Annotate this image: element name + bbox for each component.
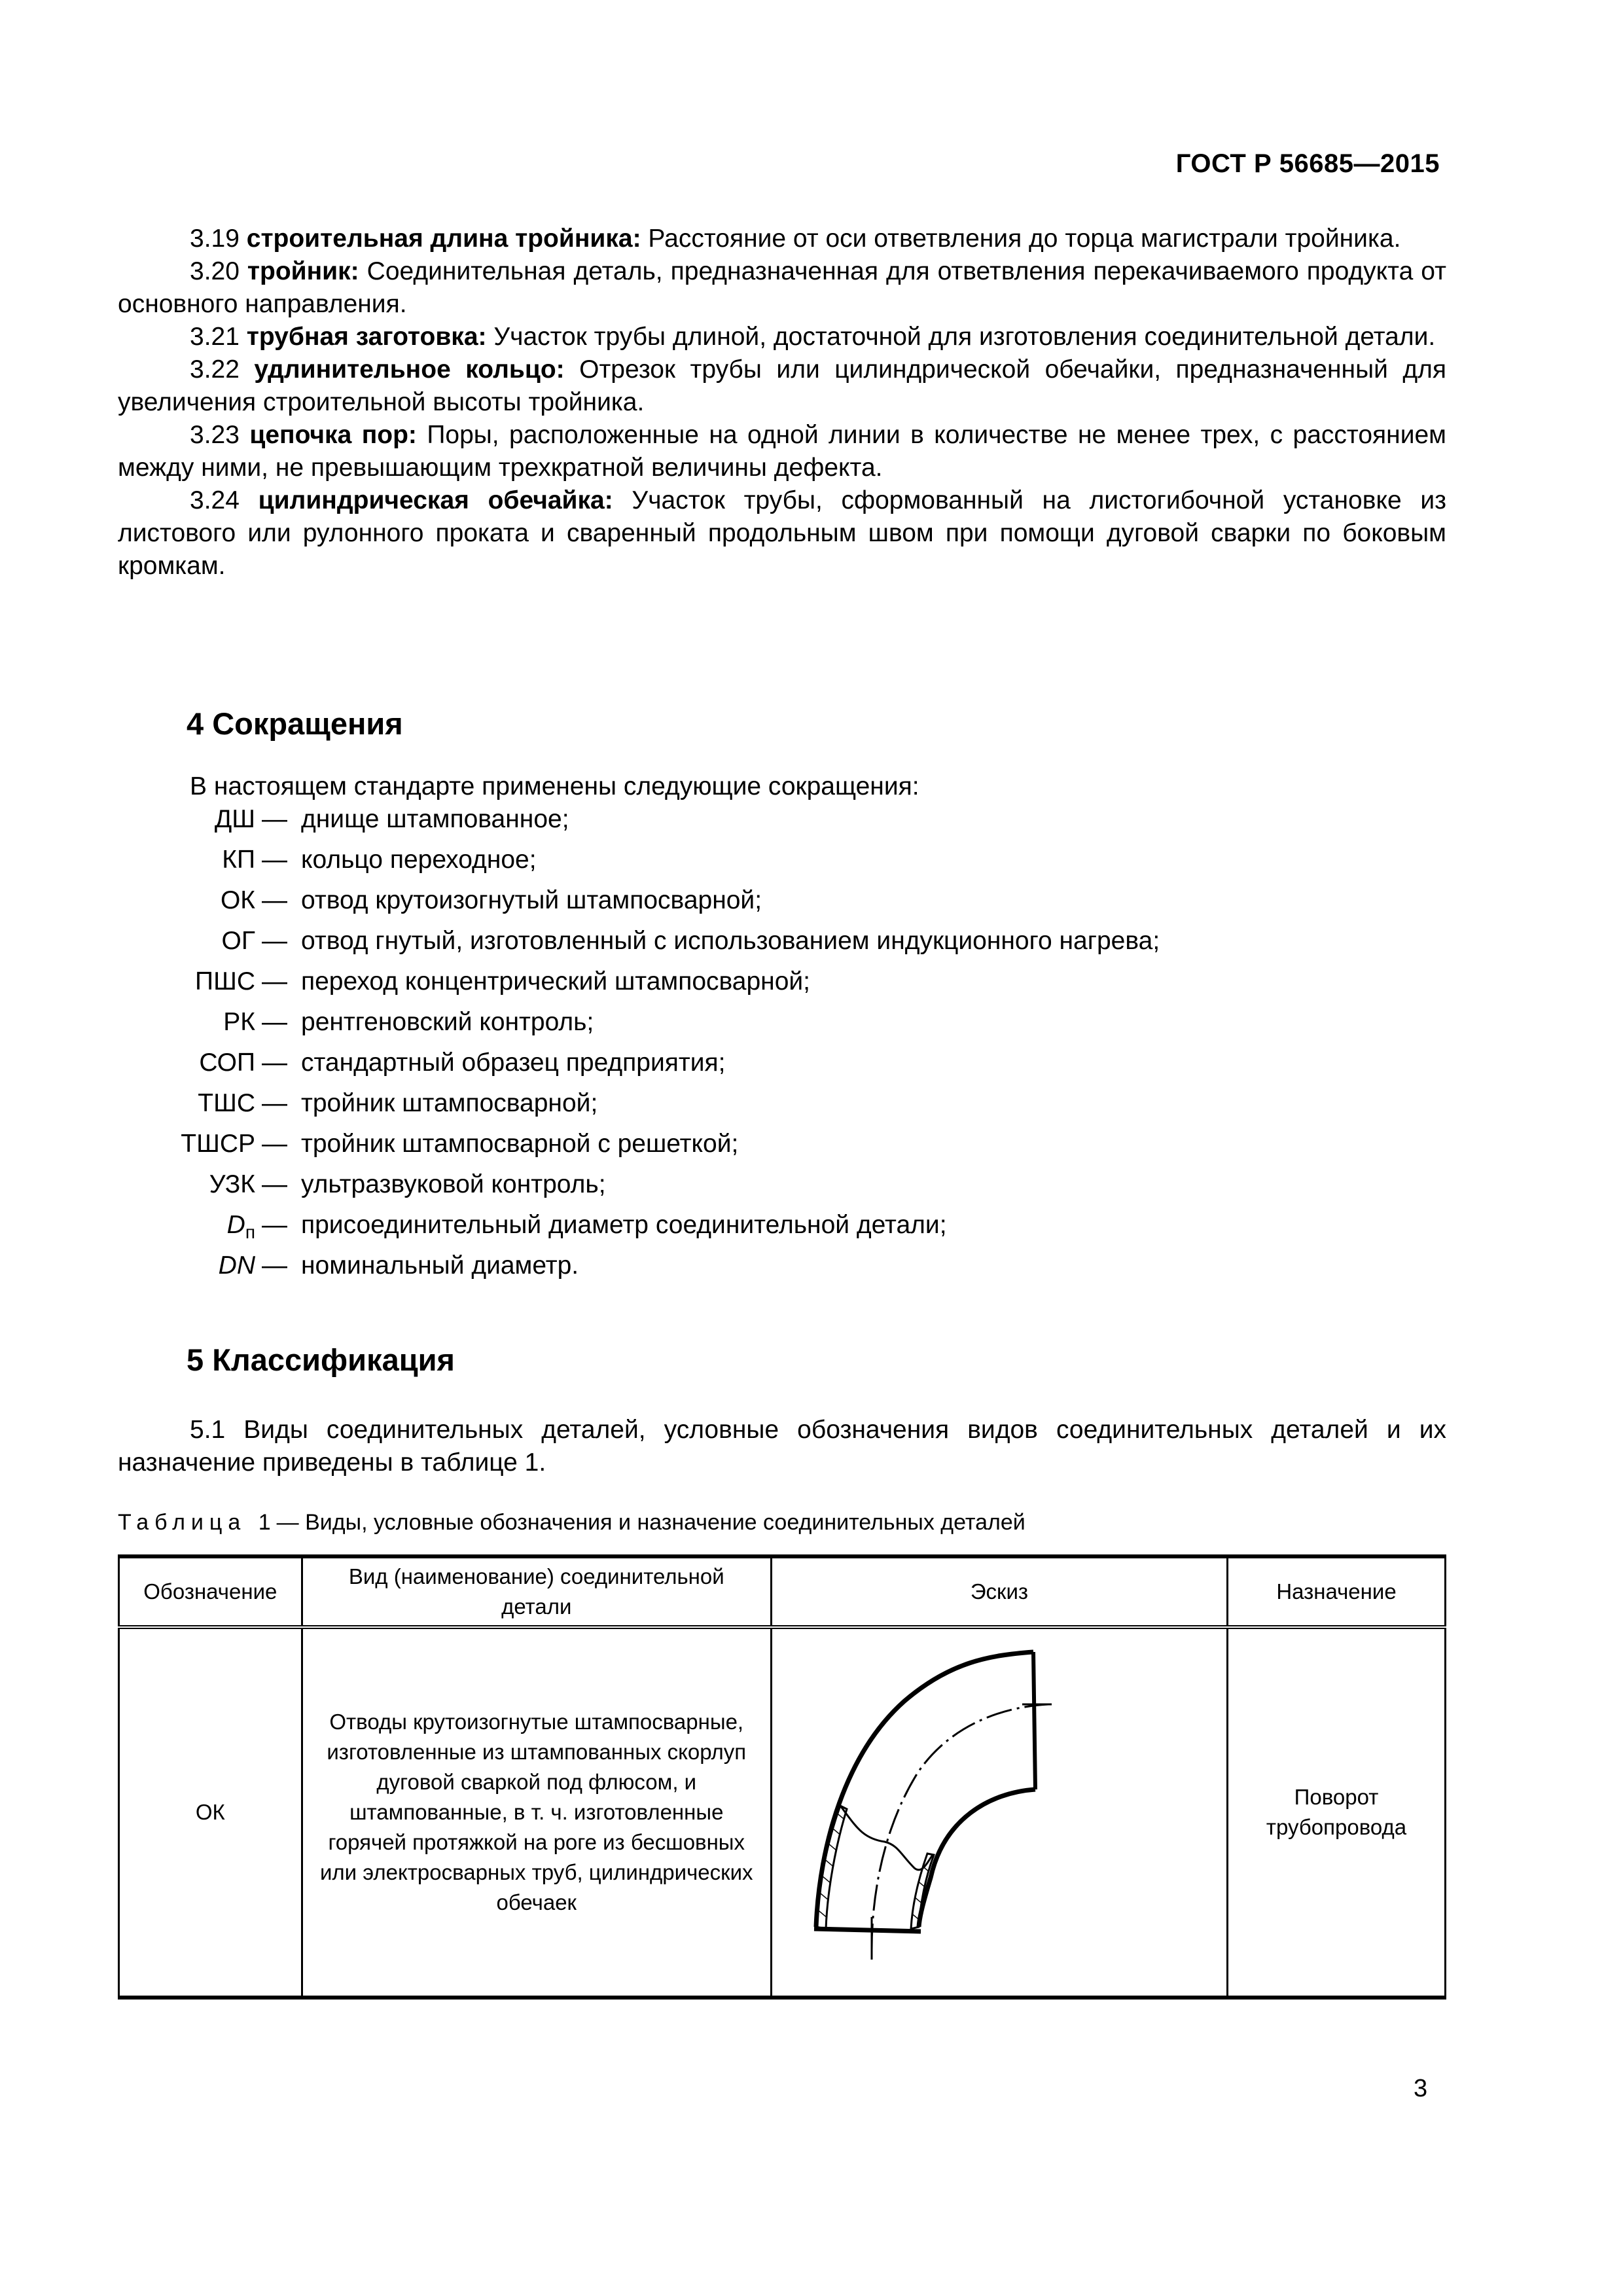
definition-3-24	[118, 484, 1446, 583]
definition-3-19	[118, 223, 1446, 255]
dash: —	[262, 1089, 287, 1117]
page-number: 3	[1414, 2075, 1428, 2102]
definition-number: 3.22	[190, 355, 240, 384]
definition-number: 3.21	[190, 323, 240, 351]
definitions-block	[118, 223, 1446, 583]
header-sketch: Эскиз	[771, 1556, 1227, 1627]
abbreviation-item	[118, 1089, 1160, 1130]
dash: —	[262, 1008, 287, 1036]
definition-3-23	[118, 419, 1446, 484]
abbreviation-text: ультразвуковой контроль;	[301, 1170, 606, 1198]
abbreviation-text: тройник штампосварной с решеткой;	[301, 1130, 739, 1158]
abbreviation-item	[118, 1251, 1160, 1292]
dash: —	[262, 805, 287, 833]
abbreviation-text: отвод крутоизогнутый штампосварной;	[301, 886, 762, 914]
table-caption	[118, 1510, 1026, 1535]
section-4-intro: В настоящем стандарте применены следующие сокращения:	[190, 772, 919, 800]
elbow-sketch-icon	[774, 1629, 1225, 1996]
section-5-paragraph: 5.1 Виды соединительных деталей, условные обозначения видов соединительных деталей и их назначение приведены в таблице 1.	[118, 1416, 1446, 1477]
document-code: ГОСТ Р 56685—2015	[1175, 149, 1440, 178]
definition-term: строительная длина тройника:	[246, 224, 641, 253]
abbreviation-item	[118, 1211, 1160, 1251]
definition-text: Расстояние от оси ответвления до торца магистрали тройника.	[648, 224, 1401, 253]
abbreviation-item	[118, 1008, 1160, 1049]
header-purpose: Назначение	[1228, 1556, 1446, 1627]
abbreviation-text: номинальный диаметр.	[301, 1251, 579, 1280]
abbreviation-key: ДШ	[214, 805, 255, 833]
definition-number: 3.23	[190, 421, 240, 449]
cell-purpose: Поворот трубопровода	[1228, 1627, 1446, 1998]
abbreviation-key: ОГ	[221, 927, 255, 955]
abbreviation-item	[118, 967, 1160, 1008]
definition-text: Поры, расположенные на одной линии в количестве не менее трех, с расстоянием между ними, не превышающим трехкратной величины дефекта.	[118, 421, 1446, 482]
definition-term: тройник:	[247, 257, 359, 285]
dash: —	[262, 846, 287, 874]
abbreviation-text: переход концентрический штампосварной;	[301, 967, 811, 996]
abbreviation-key: КП	[222, 846, 255, 874]
abbreviation-item	[118, 1170, 1160, 1211]
abbreviation-text: днище штампованное;	[301, 805, 569, 833]
dash: —	[262, 1251, 287, 1280]
section-5-title: 5 Классификация	[187, 1342, 455, 1377]
abbreviation-item	[118, 927, 1160, 967]
dash: —	[262, 1130, 287, 1158]
definition-3-21	[118, 321, 1446, 353]
definition-3-20	[118, 255, 1446, 321]
abbreviation-text: кольцо переходное;	[301, 846, 537, 874]
definition-term: цилиндрическая обечайка:	[258, 486, 613, 514]
cell-designation: ОК	[119, 1627, 302, 1998]
dash: —	[262, 1170, 287, 1198]
abbreviation-item	[118, 1049, 1160, 1089]
definition-text: Участок трубы длиной, достаточной для изготовления соединительной детали.	[493, 323, 1436, 351]
symbol-dn: DN	[218, 1251, 255, 1280]
dash: —	[262, 886, 287, 914]
abbreviation-item	[118, 886, 1160, 927]
cell-kind: Отводы крутоизогнутые штампосварные, изготовленные из штампованных скорлуп дуговой сваркой под флюсом, и штампованные, в т. ч. изготовленные горячей протяжкой на роге из бесшовных или электросварных труб, цилиндрических обечаек	[302, 1627, 771, 1998]
abbreviation-key: ОК	[220, 886, 255, 914]
abbreviation-key: ПШС	[195, 967, 255, 996]
definition-number: 3.20	[190, 257, 240, 285]
abbreviation-key	[118, 1211, 262, 1243]
definition-text: Участок трубы, сформованный на листогибочной установке из листового или рулонного проката и сваренный продольным швом при помощи дуговой сварки по боковым кромкам.	[118, 486, 1446, 580]
abbreviation-item	[118, 1130, 1160, 1170]
abbreviation-key	[118, 1251, 262, 1280]
dash: —	[262, 1049, 287, 1077]
abbreviation-text: присоединительный диаметр соединительной детали;	[301, 1211, 947, 1239]
table-row	[119, 1627, 1446, 1998]
definition-3-22	[118, 353, 1446, 419]
dash: —	[262, 967, 287, 996]
definition-term: цепочка пор:	[249, 421, 417, 449]
abbreviation-text: тройник штампосварной;	[301, 1089, 598, 1117]
table-1	[118, 1554, 1446, 2000]
abbreviation-key: УЗК	[209, 1170, 255, 1198]
abbreviation-key: РК	[223, 1008, 255, 1036]
abbreviation-key: ТШСР	[181, 1130, 255, 1158]
header-designation: Обозначение	[119, 1556, 302, 1627]
dash: —	[262, 927, 287, 955]
table-caption-label: Таблица 1	[118, 1510, 277, 1535]
cell-sketch	[771, 1627, 1227, 1998]
header-kind: Вид (наименование) соединительной детали	[302, 1556, 771, 1627]
definition-number: 3.19	[190, 224, 240, 253]
abbreviations-list	[118, 805, 1160, 1292]
definition-text: Отрезок трубы или цилиндрической обечайки, предназначенный для увеличения строительной высоты тройника.	[118, 355, 1446, 416]
definition-number: 3.24	[190, 486, 240, 514]
abbreviation-item	[118, 805, 1160, 846]
abbreviation-key: СОП	[199, 1049, 255, 1077]
definition-term: трубная заготовка:	[246, 323, 487, 351]
definition-term: удлинительное кольцо:	[254, 355, 565, 384]
abbreviation-item	[118, 846, 1160, 886]
table-header-row	[119, 1556, 1446, 1627]
table-caption-text: — Виды, условные обозначения и назначение соединительных деталей	[276, 1510, 1026, 1535]
definition-text: Соединительная деталь, предназначенная для ответвления перекачиваемого продукта от основного направления.	[118, 257, 1446, 318]
abbreviation-text: рентгеновский контроль;	[301, 1008, 594, 1036]
dash: —	[262, 1211, 287, 1239]
symbol-d: D	[226, 1211, 245, 1239]
symbol-subscript: п	[245, 1222, 255, 1242]
abbreviation-text: отвод гнутый, изготовленный с использованием индукционного нагрева;	[301, 927, 1160, 955]
section-4-title: 4 Сокращения	[187, 706, 403, 741]
abbreviation-text: стандартный образец предприятия;	[301, 1049, 726, 1077]
section-5-paragraph-block	[118, 1414, 1446, 1479]
abbreviation-key: ТШС	[198, 1089, 255, 1117]
